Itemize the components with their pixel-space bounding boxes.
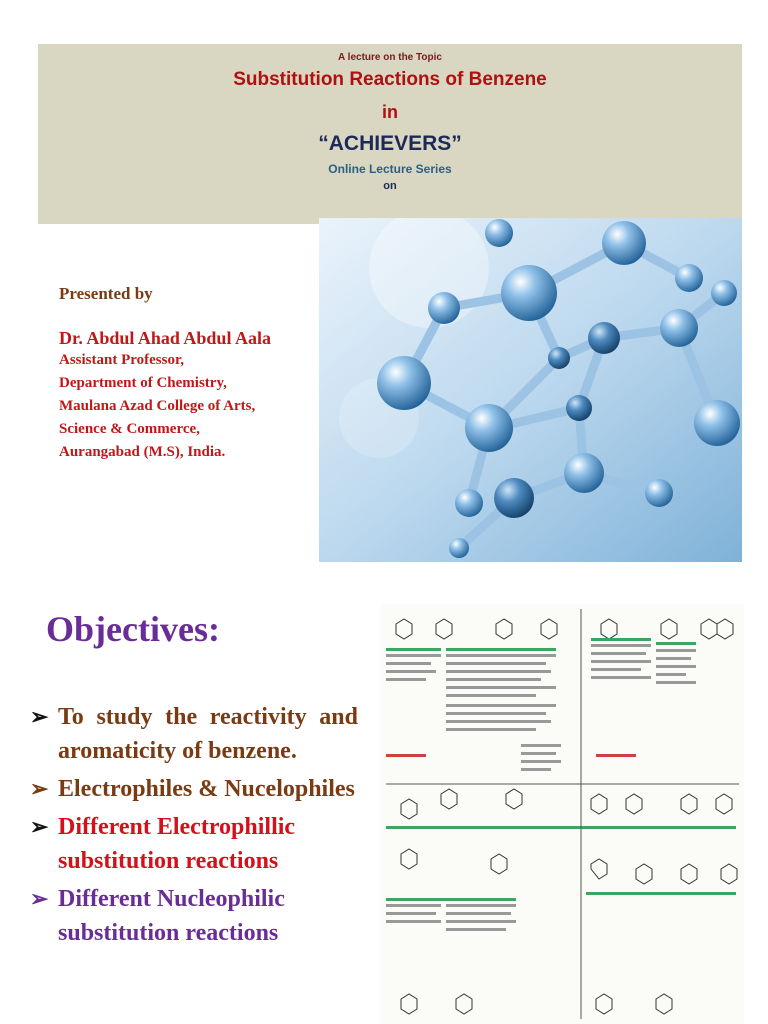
objective-item [30,700,358,768]
presenter-college: Maulana Azad College of Arts, [59,398,256,414]
banner-in: in [382,102,398,122]
banner-intro: A lecture on the Topic [338,52,442,63]
objectives-heading: Objectives: [46,609,220,649]
objective-text: Electrophiles & Nucelophiles [58,776,355,802]
arrow-bullet-icon: ➢ [30,704,49,729]
objective-item [30,882,358,950]
molecule-illustration [319,218,742,562]
presenter-college-cont: Science & Commerce, [59,421,200,437]
presenter-title: Assistant Professor, [59,352,185,368]
lecture-title: Substitution Reactions of Benzene [233,69,547,90]
objective-text: To study the reactivity and aromaticity of benzene. [58,704,358,764]
arrow-bullet-icon: ➢ [30,814,49,839]
objective-item [30,772,358,806]
series-description: Online Lecture Series [328,162,452,176]
objective-text: Different Nucleophilic substitution reactions [58,886,285,946]
title-banner [38,44,742,224]
arrow-bullet-icon: ➢ [30,886,49,911]
presenter-block [59,284,319,464]
arrow-bullet-icon: ➢ [30,776,49,801]
presenter-name: Dr. Abdul Ahad Abdul Aala [59,328,271,348]
objectives-list [30,700,358,954]
series-name: “ACHIEVERS” [318,132,462,155]
objective-item [30,810,358,878]
presenter-location: Aurangabad (M.S), India. [59,444,226,460]
presenter-department: Department of Chemistry, [59,375,227,391]
reaction-scheme-image [381,604,744,1024]
presented-by-label: Presented by [59,284,153,303]
objective-text: Different Electrophillic substitution reactions [58,814,296,874]
banner-on: on [383,180,397,192]
